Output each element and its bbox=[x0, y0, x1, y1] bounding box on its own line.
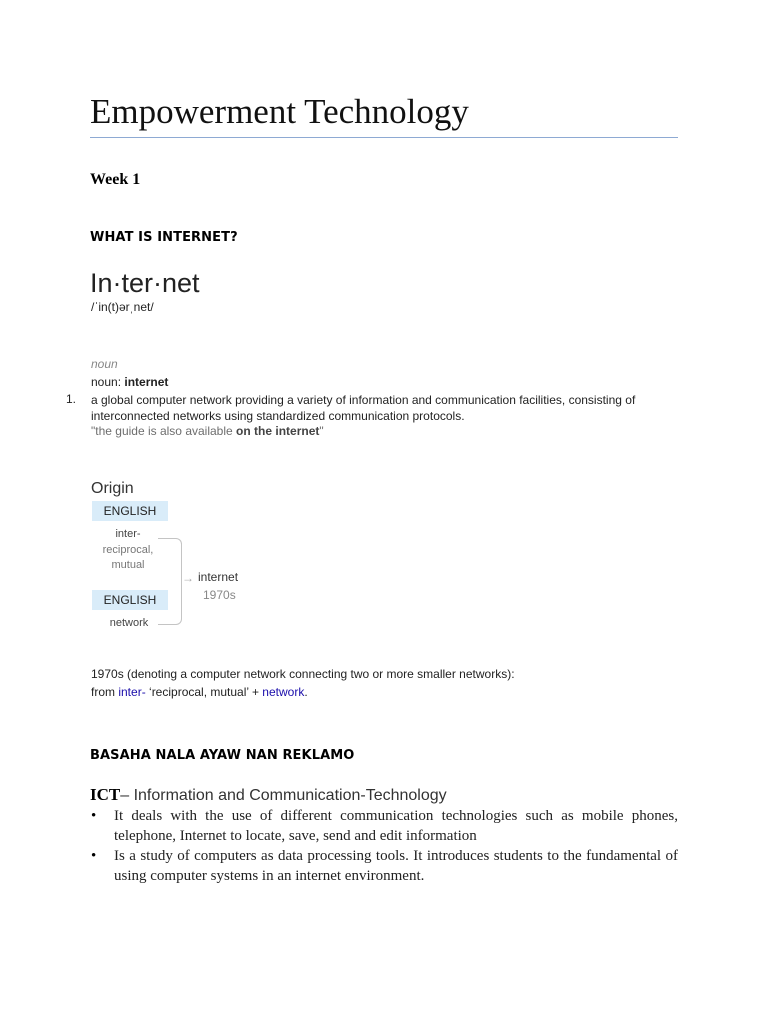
origin-end: . bbox=[304, 685, 308, 699]
example-bold: on the internet bbox=[236, 424, 320, 438]
noun-separator: : bbox=[117, 375, 125, 389]
definition-number: 1. bbox=[66, 392, 77, 406]
etymology-result-year: 1970s bbox=[203, 588, 236, 602]
list-item bbox=[90, 846, 678, 886]
title-underline bbox=[90, 137, 678, 138]
pronunciation: /ˈin(t)ərˌnet/ bbox=[91, 300, 154, 314]
root-inter: inter- bbox=[115, 528, 141, 540]
noun-line bbox=[91, 375, 168, 389]
origin-mid: ‘reciprocal, mutual’ + bbox=[145, 685, 263, 699]
noun-prefix: noun bbox=[91, 375, 118, 389]
part-of-speech: noun bbox=[91, 357, 118, 371]
definition-text: a global computer network providing a variety of information and communication facilities, consisting of interconnected networks using standardized communication protocols. bbox=[91, 393, 636, 423]
root-network: network bbox=[109, 617, 149, 629]
origin-from: from bbox=[91, 685, 119, 699]
etymology-bracket bbox=[158, 538, 182, 625]
link-network[interactable]: network bbox=[262, 685, 305, 699]
list-item bbox=[90, 806, 678, 846]
origin-explanation-line2 bbox=[91, 683, 691, 701]
root-inter-meaning: reciprocal, mutual bbox=[102, 544, 154, 571]
example-suffix: " bbox=[319, 424, 324, 438]
dictionary-headword: In·ter·net bbox=[90, 268, 200, 298]
week-label: Week 1 bbox=[90, 171, 141, 188]
reminder-heading: BASAHA NALA AYAW NAN REKLAMO bbox=[90, 748, 355, 763]
language-chip-english-2: ENGLISH bbox=[92, 590, 168, 610]
origin-explanation-line1: 1970s (denoting a computer network connecting two or more smaller networks): bbox=[91, 667, 515, 681]
etymology-result-word: internet bbox=[198, 570, 239, 584]
ict-full-form: – Information and Communication-Technology bbox=[120, 787, 447, 804]
example-prefix: "the guide is also available bbox=[91, 424, 237, 438]
bullet-icon: • bbox=[91, 848, 97, 864]
arrow-right-icon: → bbox=[182, 571, 194, 585]
origin-title: Origin bbox=[91, 480, 134, 497]
ict-abbreviation: ICT bbox=[90, 785, 121, 804]
section-heading: WHAT IS INTERNET? bbox=[90, 230, 238, 245]
bullet-text: Is a study of computers as data processing tools. It introduces students to the fundamental of using computer systems in an internet environment. bbox=[114, 848, 678, 884]
language-chip-english-1: ENGLISH bbox=[92, 501, 168, 521]
bullet-icon: • bbox=[91, 808, 97, 824]
ict-bullet-list bbox=[90, 806, 678, 886]
document-title: Empowerment Technology bbox=[90, 92, 469, 131]
origin-explanation bbox=[91, 665, 691, 701]
ict-heading bbox=[90, 785, 447, 805]
link-inter[interactable]: inter- bbox=[118, 685, 146, 699]
noun-word: internet bbox=[124, 375, 169, 389]
bullet-text: It deals with the use of different communication technologies such as mobile phones, telephone, Internet to locate, save, send and edit information bbox=[114, 808, 678, 844]
usage-example bbox=[91, 424, 324, 438]
